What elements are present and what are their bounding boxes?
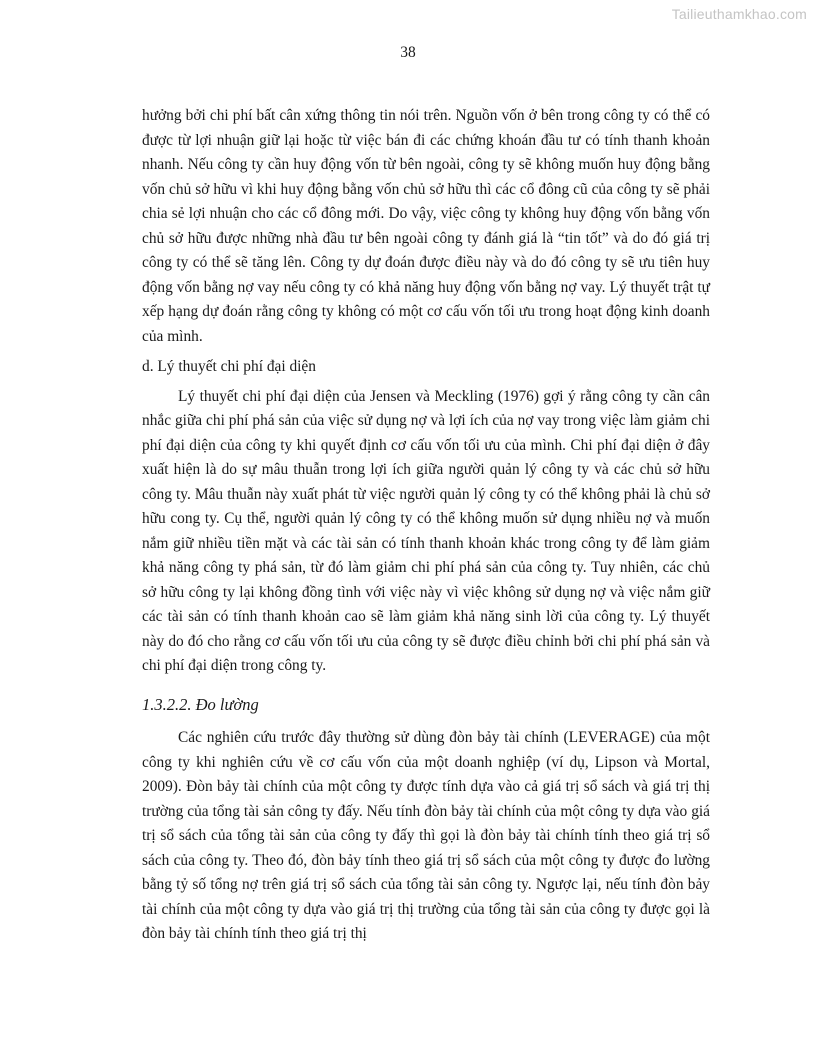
document-body [142, 104, 710, 947]
paragraph-measurement: Các nghiên cứu trước đây thường sử dùng đòn bảy tài chính (LEVERAGE) của một công ty khi nghiên cứu về cơ cấu vốn của một doanh nghiệp (ví dụ, Lipson và Mortal, 2009). Đòn bảy tài chính của một công ty được tính dựa vào cả giá trị sổ sách và giá trị thị trường của tổng tài sản công ty đấy. Nếu tính đòn bảy tài chính của một công ty dựa vào giá trị sổ sách của tổng tài sản của công ty đấy thì gọi là đòn bảy tài chính tính theo giá trị sổ sách của công ty. Theo đó, đòn bảy tính theo giá trị sổ sách của một công ty được đo lường bằng tỷ số tổng nợ trên giá trị sổ sách của tổng tài sản công ty. Ngược lại, nếu tính đòn bảy tài chính của một công ty dựa vào giá trị thị trường của tổng tài sản của công ty được gọi là đòn bảy tài chính tính theo giá trị thị [142, 729, 710, 942]
paragraph-agency-cost-theory: Lý thuyết chi phí đại diện của Jensen và Meckling (1976) gợi ý rằng công ty cần cân nhắc giữa chi phí phá sản của việc sử dụng nợ và lợi ích của nợ vay trong việc làm giảm chi phí đại diện của công ty khi quyết định cơ cấu vốn tối ưu của mình. Chi phí đại diện ở đây xuất hiện là do sự mâu thuẫn trong lợi ích giữa người quản lý công ty và các chủ sở hữu công ty. Mâu thuẫn này xuất phát từ việc người quản lý công ty có thể không phải là chủ sở hữu cong ty. Cụ thể, người quản lý công ty có thể không muốn sử dụng nhiều nợ và muốn nắm giữ nhiều tiền mặt và các tài sản có tính thanh khoản khác trong công ty để làm giảm khả năng công ty phá sản, từ đó làm giảm chi phí phá sản của công ty. Tuy nhiên, các chủ sở hữu công ty lại không đồng tình với việc này vì việc không sử dụng nợ và việc nắm giữ các tài sản có tính thanh khoản cao sẽ làm giảm khả năng sinh lời của công ty. Lý thuyết này do đó cho rằng cơ cấu vốn tối ưu của công ty sẽ được điều chỉnh bởi chi phí phá sản và chi phí đại diện trong công ty. [142, 387, 710, 674]
section-heading-measurement: 1.3.2.2. Đo lường [142, 694, 259, 714]
page-number: 38 [400, 44, 416, 61]
subheading-agency-cost-theory: d. Lý thuyết chi phí đại diện [142, 358, 316, 375]
watermark-text: Tailieuthamkhao.com [671, 6, 807, 22]
paragraph-pecking-order-continued: hưởng bởi chi phí bất cân xứng thông tin nói trên. Nguồn vốn ở bên trong công ty có thể có được từ lợi nhuận giữ lại hoặc từ việc bán đi các chứng khoán đầu tư có tính thanh khoản nhanh. Nếu công ty cần huy động vốn từ bên ngoài, công ty sẽ không muốn huy động bằng vốn chủ sở hữu vì khi huy động bằng vốn chủ sở hữu thì các cổ đông cũ của công ty sẽ phải chia sẻ lợi nhuận cho các cổ đông mới. Do vậy, việc công ty không huy động vốn bằng vốn chủ sở hữu được những nhà đầu tư bên ngoài công ty đánh giá là “tin tốt” và do đó giá trị công ty có thể sẽ tăng lên. Công ty dự đoán được điều này và do đó công ty sẽ ưu tiên huy động vốn bằng nợ vay nếu công ty có khả năng huy động vốn bằng nợ vay. Lý thuyết trật tự xếp hạng dự đoán rằng công ty không có một cơ cấu vốn tối ưu trong hoạt động kinh doanh của mình. [142, 107, 710, 345]
